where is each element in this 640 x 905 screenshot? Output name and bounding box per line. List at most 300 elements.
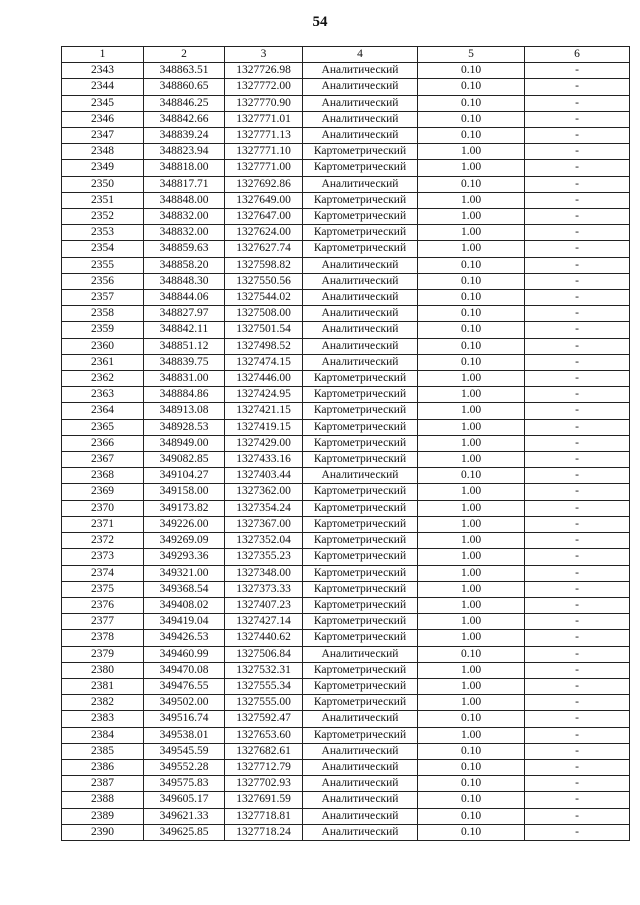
table-cell: 349269.09: [144, 533, 225, 549]
table-cell: 1.00: [418, 727, 525, 743]
table-cell: 348832.00: [144, 225, 225, 241]
table-cell: Картометрический: [303, 403, 418, 419]
table-body: [62, 63, 630, 841]
table-cell: 349173.82: [144, 500, 225, 516]
table-cell: -: [525, 808, 630, 824]
table-cell: 2355: [62, 257, 144, 273]
table-row: [62, 306, 630, 322]
table-cell: -: [525, 128, 630, 144]
table-cell: 0.10: [418, 354, 525, 370]
table-cell: -: [525, 500, 630, 516]
table-row: [62, 192, 630, 208]
table-cell: 1.00: [418, 597, 525, 613]
table-cell: -: [525, 290, 630, 306]
table-cell: 1.00: [418, 209, 525, 225]
table-cell: Картометрический: [303, 160, 418, 176]
table-cell: 348859.63: [144, 241, 225, 257]
table-cell: 349470.08: [144, 662, 225, 678]
table-cell: 2358: [62, 306, 144, 322]
table-cell: 2366: [62, 435, 144, 451]
table-cell: 2378: [62, 630, 144, 646]
table-cell: 2389: [62, 808, 144, 824]
table-cell: 349625.85: [144, 824, 225, 840]
table-cell: 348818.00: [144, 160, 225, 176]
table-cell: 1327550.56: [225, 273, 303, 289]
table-cell: 1327771.01: [225, 111, 303, 127]
table-cell: -: [525, 614, 630, 630]
table-cell: 2365: [62, 419, 144, 435]
table-row: [62, 241, 630, 257]
table-cell: -: [525, 192, 630, 208]
table-cell: 2380: [62, 662, 144, 678]
table-cell: 0.10: [418, 646, 525, 662]
table-cell: 349293.36: [144, 549, 225, 565]
table-cell: 348831.00: [144, 371, 225, 387]
table-cell: 1327555.00: [225, 695, 303, 711]
table-cell: 1.00: [418, 500, 525, 516]
table-cell: 349368.54: [144, 581, 225, 597]
table-cell: 1327355.23: [225, 549, 303, 565]
table-cell: Аналитический: [303, 759, 418, 775]
table-cell: -: [525, 209, 630, 225]
table-cell: 1.00: [418, 435, 525, 451]
table-cell: Картометрический: [303, 241, 418, 257]
table-cell: 348928.53: [144, 419, 225, 435]
table-cell: 2386: [62, 759, 144, 775]
table-row: [62, 759, 630, 775]
table-cell: -: [525, 144, 630, 160]
table-cell: 349545.59: [144, 743, 225, 759]
table-row: [62, 95, 630, 111]
table-cell: 2383: [62, 711, 144, 727]
table-cell: 1.00: [418, 484, 525, 500]
table-row: [62, 354, 630, 370]
table-cell: Аналитический: [303, 273, 418, 289]
table-row: [62, 387, 630, 403]
table-cell: -: [525, 322, 630, 338]
table-cell: 1327407.23: [225, 597, 303, 613]
table-cell: 1327771.13: [225, 128, 303, 144]
table-cell: 0.10: [418, 792, 525, 808]
table-cell: 348848.00: [144, 192, 225, 208]
table-row: [62, 273, 630, 289]
table-cell: -: [525, 565, 630, 581]
table-cell: 1.00: [418, 614, 525, 630]
table-cell: -: [525, 711, 630, 727]
header-cell: 1: [62, 47, 144, 63]
table-cell: 349460.99: [144, 646, 225, 662]
table-cell: -: [525, 371, 630, 387]
table-cell: 348848.30: [144, 273, 225, 289]
table-cell: -: [525, 776, 630, 792]
table-cell: Аналитический: [303, 468, 418, 484]
table-cell: 1327367.00: [225, 516, 303, 532]
table-cell: 1327555.34: [225, 678, 303, 694]
table-cell: -: [525, 484, 630, 500]
table-cell: 1327653.60: [225, 727, 303, 743]
header-cell: 5: [418, 47, 525, 63]
table-cell: Аналитический: [303, 322, 418, 338]
table-cell: 1.00: [418, 241, 525, 257]
table-cell: Картометрический: [303, 678, 418, 694]
table-cell: 2382: [62, 695, 144, 711]
table-cell: -: [525, 63, 630, 79]
table-cell: 349552.28: [144, 759, 225, 775]
table-cell: 2376: [62, 597, 144, 613]
table-cell: Аналитический: [303, 776, 418, 792]
table-cell: 2384: [62, 727, 144, 743]
table-row: [62, 322, 630, 338]
table-row: [62, 678, 630, 694]
table-cell: 1.00: [418, 452, 525, 468]
table-cell: -: [525, 273, 630, 289]
table-cell: Аналитический: [303, 128, 418, 144]
table-cell: -: [525, 759, 630, 775]
table-cell: 349605.17: [144, 792, 225, 808]
table-cell: -: [525, 743, 630, 759]
table-cell: Картометрический: [303, 630, 418, 646]
table-cell: Картометрический: [303, 209, 418, 225]
table-cell: 1327544.02: [225, 290, 303, 306]
table-cell: Картометрический: [303, 614, 418, 630]
table-cell: 2352: [62, 209, 144, 225]
table-cell: 1327682.61: [225, 743, 303, 759]
table-cell: 1327718.81: [225, 808, 303, 824]
table-cell: 0.10: [418, 711, 525, 727]
table-cell: -: [525, 727, 630, 743]
table-cell: 349419.04: [144, 614, 225, 630]
table-cell: -: [525, 824, 630, 840]
table-row: [62, 111, 630, 127]
table-cell: 2360: [62, 338, 144, 354]
table-cell: 1.00: [418, 678, 525, 694]
table-cell: Аналитический: [303, 63, 418, 79]
table-cell: 2344: [62, 79, 144, 95]
table-row: [62, 695, 630, 711]
table-cell: Аналитический: [303, 338, 418, 354]
table-cell: 2345: [62, 95, 144, 111]
table-cell: 349502.00: [144, 695, 225, 711]
table-cell: Картометрический: [303, 516, 418, 532]
table-cell: 2370: [62, 500, 144, 516]
table-cell: 1327772.00: [225, 79, 303, 95]
table-cell: 0.10: [418, 322, 525, 338]
table-cell: 2348: [62, 144, 144, 160]
table-row: [62, 581, 630, 597]
table-cell: 1.00: [418, 662, 525, 678]
table-cell: Картометрический: [303, 387, 418, 403]
table-cell: Картометрический: [303, 500, 418, 516]
table-cell: -: [525, 662, 630, 678]
table-cell: 1327362.00: [225, 484, 303, 500]
table-cell: 2377: [62, 614, 144, 630]
table-cell: Картометрический: [303, 484, 418, 500]
table-cell: 1327474.15: [225, 354, 303, 370]
table-cell: 349426.53: [144, 630, 225, 646]
table-cell: 2349: [62, 160, 144, 176]
table-cell: Аналитический: [303, 95, 418, 111]
table-row: [62, 565, 630, 581]
table-cell: 1327429.00: [225, 435, 303, 451]
table-cell: Картометрический: [303, 662, 418, 678]
table-cell: 2375: [62, 581, 144, 597]
table-row: [62, 452, 630, 468]
table-cell: 1.00: [418, 403, 525, 419]
header-cell: 4: [303, 47, 418, 63]
table-cell: 1327403.44: [225, 468, 303, 484]
table-cell: 1327348.00: [225, 565, 303, 581]
table-cell: Аналитический: [303, 306, 418, 322]
table-cell: 2369: [62, 484, 144, 500]
table-cell: Картометрический: [303, 371, 418, 387]
table-cell: Картометрический: [303, 144, 418, 160]
table-cell: 0.10: [418, 128, 525, 144]
table-row: [62, 338, 630, 354]
table-cell: 2356: [62, 273, 144, 289]
table-row: [62, 614, 630, 630]
page-number: 54: [312, 14, 328, 30]
table-cell: 349158.00: [144, 484, 225, 500]
table-cell: Картометрический: [303, 225, 418, 241]
table-cell: 1327352.04: [225, 533, 303, 549]
header-cell: 3: [225, 47, 303, 63]
table-cell: 348863.51: [144, 63, 225, 79]
table-row: [62, 144, 630, 160]
table-cell: 0.10: [418, 776, 525, 792]
table-cell: 1327702.93: [225, 776, 303, 792]
table-cell: -: [525, 403, 630, 419]
table-cell: Картометрический: [303, 597, 418, 613]
table-cell: 1327532.31: [225, 662, 303, 678]
table-cell: 349408.02: [144, 597, 225, 613]
table-cell: -: [525, 79, 630, 95]
table-cell: 1327501.54: [225, 322, 303, 338]
table-cell: -: [525, 678, 630, 694]
table-cell: 1.00: [418, 225, 525, 241]
table-cell: Аналитический: [303, 824, 418, 840]
table-cell: -: [525, 257, 630, 273]
table-row: [62, 225, 630, 241]
table-cell: 2385: [62, 743, 144, 759]
table-cell: 2390: [62, 824, 144, 840]
table-cell: Аналитический: [303, 354, 418, 370]
table-cell: -: [525, 387, 630, 403]
table-cell: 1.00: [418, 630, 525, 646]
table-cell: 1.00: [418, 533, 525, 549]
table-cell: 349082.85: [144, 452, 225, 468]
table-cell: 1327506.84: [225, 646, 303, 662]
table-cell: -: [525, 435, 630, 451]
header-cell: 2: [144, 47, 225, 63]
table-cell: 348827.97: [144, 306, 225, 322]
table-cell: 0.10: [418, 111, 525, 127]
table-cell: -: [525, 241, 630, 257]
table-cell: 348844.06: [144, 290, 225, 306]
table-cell: 0.10: [418, 176, 525, 192]
table-cell: 1327627.74: [225, 241, 303, 257]
table-cell: -: [525, 533, 630, 549]
table-cell: Картометрический: [303, 533, 418, 549]
table-row: [62, 500, 630, 516]
table-cell: 348949.00: [144, 435, 225, 451]
table-cell: 349104.27: [144, 468, 225, 484]
table-row: [62, 792, 630, 808]
table-cell: -: [525, 160, 630, 176]
table-cell: 349538.01: [144, 727, 225, 743]
table-cell: 2387: [62, 776, 144, 792]
table-cell: 1327770.90: [225, 95, 303, 111]
table-cell: 1.00: [418, 419, 525, 435]
table-cell: -: [525, 419, 630, 435]
table-cell: 2354: [62, 241, 144, 257]
table-cell: 1.00: [418, 565, 525, 581]
table-cell: 0.10: [418, 468, 525, 484]
table-cell: 0.10: [418, 63, 525, 79]
table-cell: Картометрический: [303, 565, 418, 581]
table-cell: 1.00: [418, 192, 525, 208]
table-cell: 2350: [62, 176, 144, 192]
table-cell: 2346: [62, 111, 144, 127]
table-cell: Аналитический: [303, 290, 418, 306]
table-cell: Аналитический: [303, 743, 418, 759]
table-cell: 2357: [62, 290, 144, 306]
table-cell: -: [525, 176, 630, 192]
table-row: [62, 371, 630, 387]
table-cell: Картометрический: [303, 695, 418, 711]
table-cell: 348884.86: [144, 387, 225, 403]
table-cell: 0.10: [418, 290, 525, 306]
table-cell: Картометрический: [303, 581, 418, 597]
table-cell: Картометрический: [303, 435, 418, 451]
table-header-row: [62, 47, 630, 63]
table-cell: -: [525, 468, 630, 484]
table-row: [62, 549, 630, 565]
table-row: [62, 176, 630, 192]
table-cell: 1327433.16: [225, 452, 303, 468]
table-cell: 348832.00: [144, 209, 225, 225]
table-cell: 2363: [62, 387, 144, 403]
table-cell: 348851.12: [144, 338, 225, 354]
table-row: [62, 630, 630, 646]
table-cell: -: [525, 792, 630, 808]
table-cell: 349575.83: [144, 776, 225, 792]
table-cell: Картометрический: [303, 192, 418, 208]
table-cell: 0.10: [418, 743, 525, 759]
table-cell: 349476.55: [144, 678, 225, 694]
table-row: [62, 662, 630, 678]
table-cell: 2374: [62, 565, 144, 581]
table-cell: 1327424.95: [225, 387, 303, 403]
table-cell: 348839.75: [144, 354, 225, 370]
table-row: [62, 646, 630, 662]
table-cell: 1.00: [418, 516, 525, 532]
table-cell: 2343: [62, 63, 144, 79]
table-cell: 2371: [62, 516, 144, 532]
table-cell: -: [525, 516, 630, 532]
table-cell: 348858.20: [144, 257, 225, 273]
table-cell: -: [525, 225, 630, 241]
table-cell: 1327718.24: [225, 824, 303, 840]
table-cell: 349226.00: [144, 516, 225, 532]
table-cell: 1327649.00: [225, 192, 303, 208]
table-cell: 1.00: [418, 160, 525, 176]
table-cell: -: [525, 646, 630, 662]
table-row: [62, 516, 630, 532]
table-cell: 1327498.52: [225, 338, 303, 354]
table-row: [62, 484, 630, 500]
table-cell: 2388: [62, 792, 144, 808]
table-cell: 0.10: [418, 759, 525, 775]
table-cell: -: [525, 549, 630, 565]
table-cell: 1327440.62: [225, 630, 303, 646]
table-cell: 2367: [62, 452, 144, 468]
table-cell: 1327712.79: [225, 759, 303, 775]
table-cell: 0.10: [418, 824, 525, 840]
table-row: [62, 824, 630, 840]
table-cell: 1327692.86: [225, 176, 303, 192]
table-row: [62, 727, 630, 743]
table-row: [62, 128, 630, 144]
table-cell: 349321.00: [144, 565, 225, 581]
table-cell: 0.10: [418, 306, 525, 322]
table-cell: Картометрический: [303, 419, 418, 435]
table-cell: 2361: [62, 354, 144, 370]
table-cell: 0.10: [418, 95, 525, 111]
table-cell: 1327354.24: [225, 500, 303, 516]
table-cell: -: [525, 338, 630, 354]
table-row: [62, 776, 630, 792]
table-cell: 348839.24: [144, 128, 225, 144]
table-cell: 0.10: [418, 79, 525, 95]
coordinates-table: [61, 46, 630, 841]
table-cell: 2353: [62, 225, 144, 241]
table-row: [62, 435, 630, 451]
table-cell: -: [525, 95, 630, 111]
table-cell: 1327592.47: [225, 711, 303, 727]
table-cell: -: [525, 452, 630, 468]
table-row: [62, 257, 630, 273]
table-row: [62, 808, 630, 824]
table-cell: Картометрический: [303, 452, 418, 468]
table-cell: 1.00: [418, 549, 525, 565]
table-cell: 348913.08: [144, 403, 225, 419]
table-cell: 348860.65: [144, 79, 225, 95]
table-row: [62, 63, 630, 79]
table-cell: 1327446.00: [225, 371, 303, 387]
table-cell: 2372: [62, 533, 144, 549]
table-cell: Аналитический: [303, 808, 418, 824]
table-cell: Картометрический: [303, 549, 418, 565]
table-cell: 348842.11: [144, 322, 225, 338]
table-row: [62, 711, 630, 727]
table-row: [62, 533, 630, 549]
table-cell: 1327373.33: [225, 581, 303, 597]
table-cell: 2373: [62, 549, 144, 565]
table-cell: 2351: [62, 192, 144, 208]
table-cell: Картометрический: [303, 727, 418, 743]
table-cell: 1327508.00: [225, 306, 303, 322]
table-row: [62, 743, 630, 759]
table-cell: -: [525, 306, 630, 322]
table-cell: 2359: [62, 322, 144, 338]
table-cell: Аналитический: [303, 79, 418, 95]
table-cell: 1.00: [418, 695, 525, 711]
table-cell: 1327421.15: [225, 403, 303, 419]
table-cell: 1327691.59: [225, 792, 303, 808]
table-cell: Аналитический: [303, 111, 418, 127]
table-cell: 1327624.00: [225, 225, 303, 241]
table-cell: Аналитический: [303, 711, 418, 727]
